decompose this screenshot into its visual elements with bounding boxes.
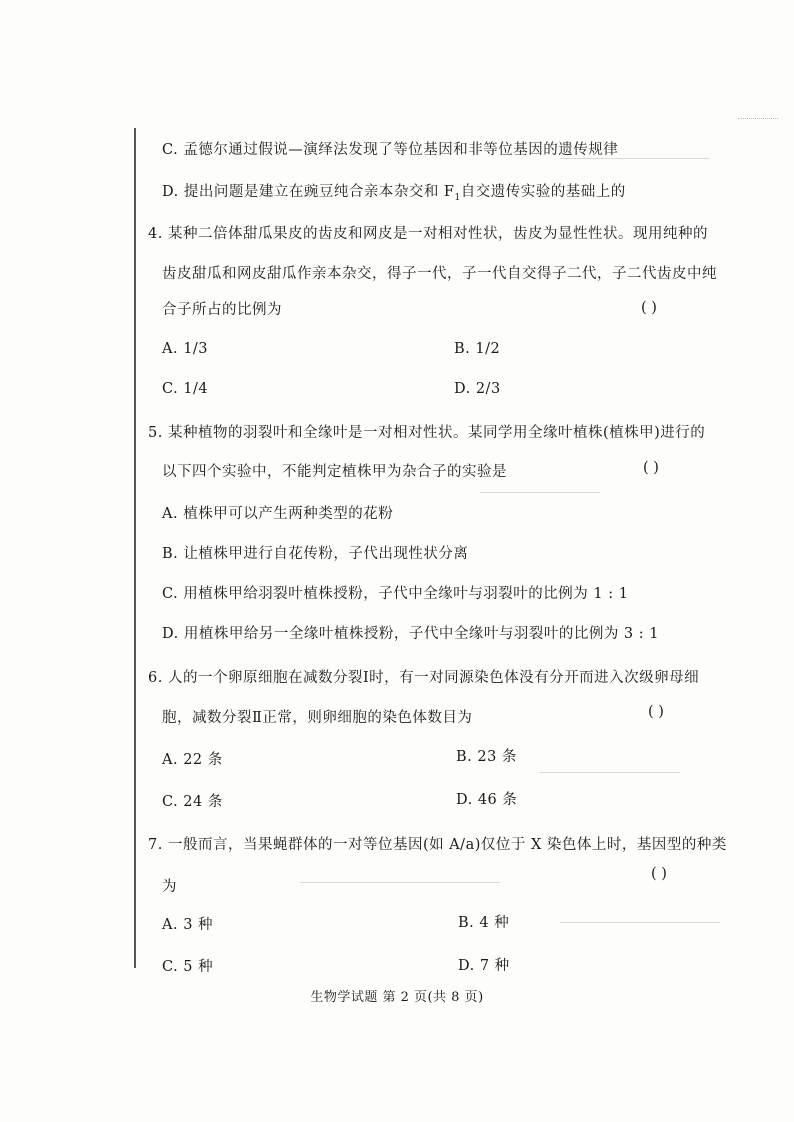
q5-stem-line1: 5. 某种植物的羽裂叶和全缘叶是一对相对性状。某同学用全缘叶植株(植株甲)进行的 [148,425,706,441]
q7-answer-paren: ( ) [651,866,667,882]
q4-stem-line1: 4. 某种二倍体甜瓜果皮的齿皮和网皮是一对相对性状，齿皮为显性性状。现用纯种的 [148,226,708,242]
q5-stem-line2: 以下四个实验中，不能判定植株甲为杂合子的实验是 [162,464,507,480]
q6-option-b: B. 23 条 [456,749,517,765]
q7-option-d: D. 7 种 [458,958,510,974]
q6-option-d: D. 46 条 [456,792,518,808]
q6-option-a: A. 22 条 [162,752,223,768]
q6-stem-line2: 胞，减数分裂Ⅱ正常，则卵细胞的染色体数目为 [162,710,473,726]
q4-option-c: C. 1/4 [162,381,209,397]
q7-option-b: B. 4 种 [458,915,510,931]
bleed-through-mark [560,922,720,923]
q4-option-d: D. 2/3 [454,381,501,397]
q3-option-c: C. 孟德尔通过假说—演绎法发现了等位基因和非等位基因的遗传规律 [162,142,619,158]
q3-option-d-pre: D. 提出问题是建立在豌豆纯合亲本杂交和 F [162,184,455,200]
q5-option-b: B. 让植株甲进行自花传粉，子代出现性状分离 [162,546,469,562]
corner-mark [738,118,778,127]
q7-stem-line2: 为 [162,879,177,895]
page-footer: 生物学试题 第 2 页(共 8 页) [310,990,484,1005]
q4-stem-line2: 齿皮甜瓜和网皮甜瓜作亲本杂交，得子一代，子一代自交得子二代，子二代齿皮中纯 [162,266,717,282]
bleed-through-mark [300,882,500,883]
q5-option-c: C. 用植株甲给羽裂叶植株授粉，子代中全缘叶与羽裂叶的比例为 1 : 1 [162,586,629,602]
bleed-through-mark [480,492,600,493]
q4-option-a: A. 1/3 [162,341,209,357]
q3-option-d [162,180,626,203]
q6-stem-line1: 6. 人的一个卵原细胞在减数分裂Ⅰ时，有一对同源染色体没有分开而进入次级卵母细 [148,670,700,686]
q5-option-d: D. 用植株甲给另一全缘叶植株授粉，子代中全缘叶与羽裂叶的比例为 3 : 1 [162,626,659,642]
q5-answer-paren: ( ) [643,460,659,476]
bleed-through-mark [540,772,680,773]
q7-option-a: A. 3 种 [162,917,214,933]
q3-option-d-post: 自交遗传实验的基础上的 [460,184,626,200]
q6-answer-paren: ( ) [648,704,664,720]
q4-option-b: B. 1/2 [454,341,501,357]
q4-answer-paren: ( ) [641,300,657,316]
q7-option-c: C. 5 种 [162,959,214,975]
q4-stem-line3: 合子所占的比例为 [162,302,282,318]
binding-margin-line [134,128,136,968]
q7-stem-line1: 7. 一般而言，当果蝇群体的一对等位基因(如 A/a)仅位于 X 染色体上时，基因型的种类 [148,837,727,853]
q5-option-a: A. 植株甲可以产生两种类型的花粉 [162,506,394,522]
q3-option-d-sub: 1 [454,192,461,203]
q6-option-c: C. 24 条 [162,794,223,810]
